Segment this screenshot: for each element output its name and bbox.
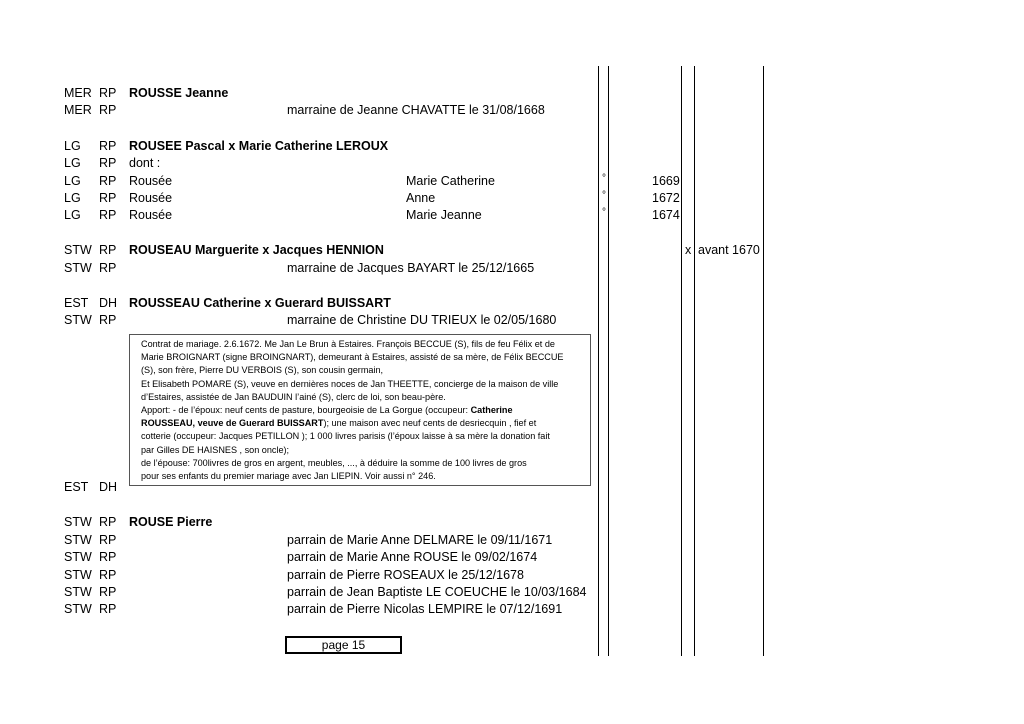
row-source: MER bbox=[64, 103, 92, 117]
given-name: Marie Catherine bbox=[406, 174, 495, 188]
event-text: marraine de Christine DU TRIEUX le 02/05/1680 bbox=[287, 313, 557, 327]
note-text: Apport: - de l’époux: neuf cents de pasture, bourgeoisie de La Gorgue (occupeur: bbox=[141, 405, 469, 416]
row-code: RP bbox=[99, 156, 117, 170]
row-code: RP bbox=[99, 139, 117, 153]
note-emphasis: ROUSSEAU, veuve de Guerard BUISSART bbox=[141, 418, 324, 429]
row-source: STW bbox=[64, 243, 92, 257]
row-source: LG bbox=[64, 174, 81, 188]
column-rule bbox=[598, 66, 599, 656]
column-rule bbox=[763, 66, 764, 656]
event-text: marraine de Jeanne CHAVATTE le 31/08/1668 bbox=[287, 103, 545, 117]
note-line bbox=[141, 404, 584, 417]
column-rule bbox=[681, 66, 682, 656]
person-name: Rousée bbox=[129, 174, 173, 188]
row-source: MER bbox=[64, 86, 92, 100]
column-rule bbox=[694, 66, 695, 656]
birth-mark: ° bbox=[602, 173, 606, 184]
row-source: LG bbox=[64, 191, 81, 205]
marriage-mark: x bbox=[685, 243, 692, 257]
row-source: STW bbox=[64, 533, 92, 547]
event-text: parrain de Pierre ROSEAUX le 25/12/1678 bbox=[287, 568, 524, 582]
person-name: dont : bbox=[129, 156, 161, 170]
row-code: RP bbox=[99, 243, 117, 257]
row-code: RP bbox=[99, 261, 117, 275]
event-text: parrain de Marie Anne ROUSE le 09/02/1674 bbox=[287, 550, 538, 564]
birth-year: 1669 bbox=[652, 174, 680, 188]
marriage-contract-note bbox=[129, 334, 591, 486]
row-source: STW bbox=[64, 313, 92, 327]
birth-mark: ° bbox=[602, 190, 606, 201]
note-line: cotterie (occupeur: Jacques PETILLON ); 1 000 livres parisis (l’époux laisse à sa mère la donation fait bbox=[141, 431, 550, 442]
row-source: LG bbox=[64, 139, 81, 153]
row-code: DH bbox=[99, 480, 118, 494]
row-code: RP bbox=[99, 103, 117, 117]
row-code: RP bbox=[99, 515, 117, 529]
note-line: d’Estaires, assistée de Jan BAUDUIN l’ainé (S), clerc de loi, son beau-père. bbox=[141, 391, 446, 402]
row-source: STW bbox=[64, 261, 92, 275]
note-line: Et Elisabeth POMARE (S), veuve en dernières noces de Jan THEETTE, concierge de la maison de ville bbox=[141, 378, 559, 389]
note-line: de l’épouse: 700livres de gros en argent, meubles, ..., à déduire la somme de 100 livres de gros bbox=[141, 457, 527, 468]
person-name: ROUSSE Jeanne bbox=[129, 86, 229, 100]
row-source: STW bbox=[64, 585, 92, 599]
given-name: Anne bbox=[406, 191, 436, 205]
row-code: RP bbox=[99, 174, 117, 188]
person-name: ROUSSEAU Catherine x Guerard BUISSART bbox=[129, 296, 391, 310]
row-code: RP bbox=[99, 585, 117, 599]
row-code: DH bbox=[99, 296, 118, 310]
row-code: RP bbox=[99, 313, 117, 327]
event-text: parrain de Jean Baptiste LE COEUCHE le 10/03/1684 bbox=[287, 585, 587, 599]
row-source: STW bbox=[64, 602, 92, 616]
event-text: marraine de Jacques BAYART le 25/12/1665 bbox=[287, 261, 535, 275]
row-code: RP bbox=[99, 602, 117, 616]
row-code: RP bbox=[99, 86, 117, 100]
birth-year: 1674 bbox=[652, 208, 680, 222]
note-line: par Gilles DE HAISNES , son oncle); bbox=[141, 444, 290, 455]
note-emphasis: Catherine bbox=[468, 405, 513, 416]
row-code: RP bbox=[99, 191, 117, 205]
marriage-date: avant 1670 bbox=[698, 243, 760, 257]
note-line: pour ses enfants du premier mariage avec Jan LIEPIN. Voir aussi n° 246. bbox=[141, 471, 436, 482]
page-number: page 15 bbox=[285, 636, 402, 654]
note-line: Contrat de mariage. 2.6.1672. Me Jan Le Brun à Estaires. François BECCUE (S), fils de feu Félix et de bbox=[141, 339, 555, 349]
event-text: parrain de Pierre Nicolas LEMPIRE le 07/12/1691 bbox=[287, 602, 563, 616]
row-source: EST bbox=[64, 296, 89, 310]
note-text: ); une maison avec neuf cents de desriecquin , fief et bbox=[323, 418, 537, 429]
note-line: (S), son frère, Pierre DU VERBOIS (S), son cousin germain, bbox=[141, 365, 384, 376]
row-source: LG bbox=[64, 156, 81, 170]
row-code: RP bbox=[99, 208, 117, 222]
given-name: Marie Jeanne bbox=[406, 208, 482, 222]
person-name: Rousée bbox=[129, 191, 173, 205]
row-code: RP bbox=[99, 568, 117, 582]
row-source: STW bbox=[64, 568, 92, 582]
row-source: STW bbox=[64, 515, 92, 529]
row-code: RP bbox=[99, 533, 117, 547]
row-source: EST bbox=[64, 480, 89, 494]
person-name: ROUSEAU Marguerite x Jacques HENNION bbox=[129, 243, 384, 257]
person-name: ROUSEE Pascal x Marie Catherine LEROUX bbox=[129, 139, 389, 153]
birth-year: 1672 bbox=[652, 191, 680, 205]
column-rule bbox=[608, 66, 609, 656]
person-name: ROUSE Pierre bbox=[129, 515, 213, 529]
row-source: STW bbox=[64, 550, 92, 564]
birth-mark: ° bbox=[602, 207, 606, 218]
row-code: RP bbox=[99, 550, 117, 564]
row-source: LG bbox=[64, 208, 81, 222]
event-text: parrain de Marie Anne DELMARE le 09/11/1671 bbox=[287, 533, 553, 547]
note-line: Marie BROIGNART (signe BROINGNART), demeurant à Estaires, assisté de sa mère, de Félix BECCUE bbox=[141, 352, 564, 363]
person-name: Rousée bbox=[129, 208, 173, 222]
note-line bbox=[141, 417, 584, 430]
